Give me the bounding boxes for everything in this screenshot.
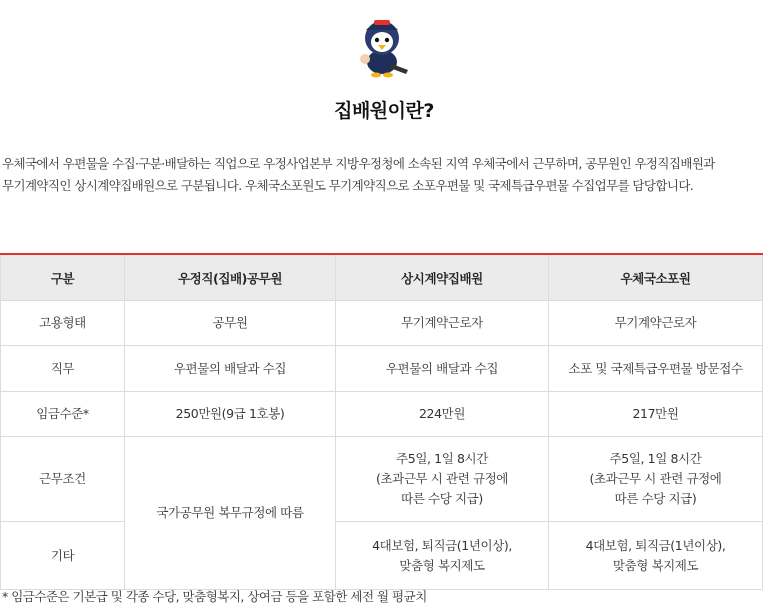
postman-mascot-icon: [352, 12, 412, 78]
table-cell: 무기계약근로자: [336, 301, 549, 346]
header-parcel-worker: 우체국소포원: [549, 254, 763, 301]
row-label-conditions: 근무조건: [1, 437, 125, 522]
table-row: [1, 346, 763, 392]
cell-line: 주5일, 1일 8시간: [609, 451, 702, 466]
table-cell: [336, 522, 549, 590]
table-cell: [549, 522, 763, 590]
table-cell: [549, 437, 763, 522]
cell-line: 4대보험, 퇴직금(1년이상),: [585, 537, 726, 553]
cell-line: 4대보험, 퇴직금(1년이상),: [372, 537, 512, 553]
comparison-table: [0, 253, 763, 590]
page-title: 집배원이란?: [334, 100, 434, 122]
table-row: [1, 301, 763, 346]
table-cell: [336, 437, 549, 522]
table-cell: 217만원: [549, 392, 763, 437]
table-cell: 250만원(9급 1호봉): [125, 392, 336, 437]
table-cell-merged: 국가공무원 복무규정에 따름: [125, 437, 336, 590]
table-header-row: [1, 254, 763, 301]
cell-line: 맞춤형 복지제도: [399, 557, 485, 573]
table-cell: 소포 및 국제특급우편물 방문접수: [549, 346, 763, 392]
header-civil-servant: 우정직(집배)공무원: [125, 254, 336, 301]
table-cell: 우편물의 배달과 수집: [336, 346, 549, 392]
row-label-wage: 임금수준*: [1, 392, 125, 437]
table-row: [1, 392, 763, 437]
row-label-employment: 고용형태: [1, 301, 125, 346]
table-cell: 우편물의 배달과 수집: [125, 346, 336, 392]
cell-line: (초과근무 시 관련 규정에: [376, 471, 508, 486]
cell-line: 주5일, 1일 8시간: [396, 451, 488, 466]
table-cell: 공무원: [125, 301, 336, 346]
intro-paragraph: 우체국에서 우편물을 수집·구분·배달하는 직업으로 우정사업본부 지방우정청에 소속된 지역 우체국에서 근무하며, 공무원인 우정직집배원과 무기계약직인 상시계약집배원으로 구분됩니다. 우체국소포원도 무기계약직으로 소포우편물 및 국제특급우편물 수집업무를 담당합니다.: [2, 156, 715, 193]
table-row: [1, 437, 763, 522]
cell-line: 따른 수당 지급): [401, 491, 483, 506]
row-label-duty: 직무: [1, 346, 125, 392]
table-cell: 무기계약근로자: [549, 301, 763, 346]
wage-footnote: * 임금수준은 기본급 및 각종 수당, 맞춤형복지, 상여금 등을 포함한 세전 월 평균치: [2, 589, 427, 604]
header-category: 구분: [1, 254, 125, 301]
cell-line: (초과근무 시 관련 규정에: [589, 471, 722, 486]
table-cell: 224만원: [336, 392, 549, 437]
cell-line: 따른 수당 지급): [614, 491, 697, 506]
table-row: [1, 522, 763, 590]
row-label-etc: 기타: [1, 522, 125, 590]
header-contract-postman: 상시계약집배원: [336, 254, 549, 301]
cell-line: 맞춤형 복지제도: [612, 557, 699, 573]
